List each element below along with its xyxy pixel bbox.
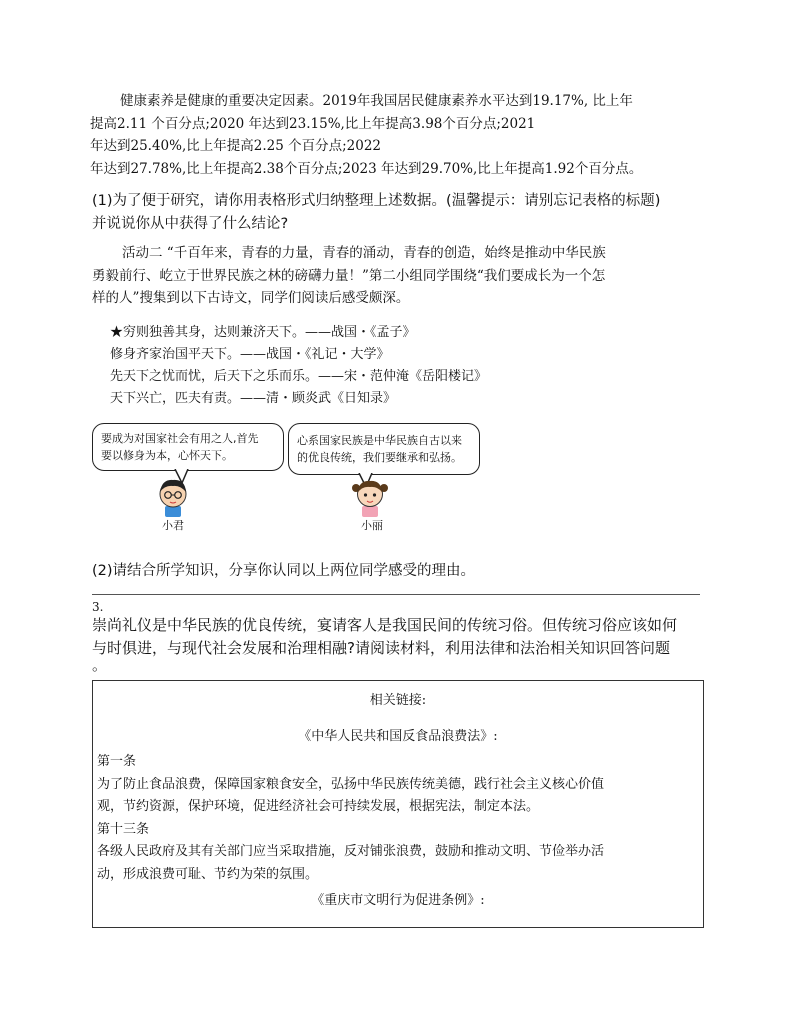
question-3 <box>92 614 712 674</box>
poem-line: ★穷则独善其身，达则兼济天下。——战国・《孟子》 <box>110 325 416 340</box>
poem-list <box>110 322 670 410</box>
article-title: 第一条 <box>97 754 137 769</box>
question-3-line: 崇尚礼仪是中华民族的优良传统，宴请客人是我国民间的传统习俗。但传统习俗应该如何 <box>92 616 678 634</box>
article-text: 观，节约资源，保护环境，促进经济社会可持续发展，根据宪法，制定本法。 <box>97 799 540 814</box>
boy-avatar-icon <box>154 476 192 518</box>
question-1 <box>92 190 712 235</box>
question-3-number: 3. <box>92 600 104 614</box>
para-line: 提高2.11 个百分点;2020 年达到23.15%,比上年提高3.98个百分点;2021 <box>90 115 536 132</box>
question-3-line: 与时俱进，与现代社会发展和治理相融?请阅读材料，利用法律和法治相关知识回答问题 <box>92 638 670 657</box>
poem-line: 修身齐家治国平天下。——战国・《礼记・大学》 <box>110 347 390 362</box>
girl-avatar-icon <box>350 476 390 518</box>
article-text: 为了防止食品浪费，保障国家粮食安全，弘扬中华民族传统美德，践行社会主义核心价值 <box>97 776 605 792</box>
para-line: 年达到27.78%,比上年提高2.38个百分点;2023 年达到29.70%,比上年提高1.92个百分点。 <box>90 160 643 177</box>
related-links-box <box>92 680 704 928</box>
law-articles <box>97 751 701 886</box>
related-heading: 相关链接: <box>369 693 427 708</box>
activity-line: 样的人”搜集到以下古诗文，同学们阅读后感受颇深。 <box>92 290 410 306</box>
speech-bubble-left <box>92 423 284 471</box>
boy-name-label: 小君 <box>162 519 184 532</box>
speech-bubble-right <box>288 423 480 475</box>
activity-line: 活动二 “千百年来，青春的力量，青春的涌动，青春的创造，始终是推动中华民族 <box>122 245 606 261</box>
question-3-line: 。 <box>92 656 108 674</box>
question-1-line: 并说说你从中获得了什么结论? <box>92 215 289 232</box>
question-1-line: (1)为了便于研究，请你用表格形式归纳整理上述数据。(温馨提示：请别忘记表格的标题) <box>92 193 661 209</box>
law-title: 《中华人民共和国反食品浪费法》: <box>298 729 498 744</box>
bubble-text: 心系国家民族是中华民族自古以来 <box>297 434 462 447</box>
activity-line: 勇毅前行、屹立于世界民族之林的磅礴力量！”第二小组同学围绕“我们要成长为一个怎 <box>92 267 606 284</box>
girl-name-label: 小丽 <box>361 519 383 532</box>
question-2: (2)请结合所学知识，分享你认同以上两位同学感受的理由。 <box>92 563 476 579</box>
poem-line: 先天下之忧而忧，后天下之乐而乐。——宋・范仲淹《岳阳楼记》 <box>110 369 488 384</box>
activity-2-paragraph <box>92 242 712 310</box>
bubble-text: 要以修身为本，心怀天下。 <box>101 449 233 462</box>
poem-line: 天下兴亡，匹夫有责。——清・顾炎武《日知录》 <box>110 391 397 406</box>
health-literacy-paragraph <box>90 90 710 180</box>
divider-line <box>92 594 700 595</box>
article-text: 各级人民政府及其有关部门应当采取措施，反对铺张浪费，鼓励和推动文明、节俭举办活 <box>97 844 605 859</box>
para-line: 年达到25.40%,比上年提高2.25 个百分点;2022 <box>90 138 382 154</box>
bubble-text: 要成为对国家社会有用之人,首先 <box>101 432 259 445</box>
article-title: 第十三条 <box>97 821 150 837</box>
regulation-title: 《重庆市文明行为促进条例》: <box>311 893 485 908</box>
bubble-text: 的优良传统，我们要继承和弘扬。 <box>297 451 462 464</box>
para-line: 健康素养是健康的重要决定因素。2019年我国居民健康素养水平达到19.17%, 比上年 <box>120 93 633 109</box>
article-text: 动，形成浪费可耻、节约为荣的氛围。 <box>97 866 319 882</box>
